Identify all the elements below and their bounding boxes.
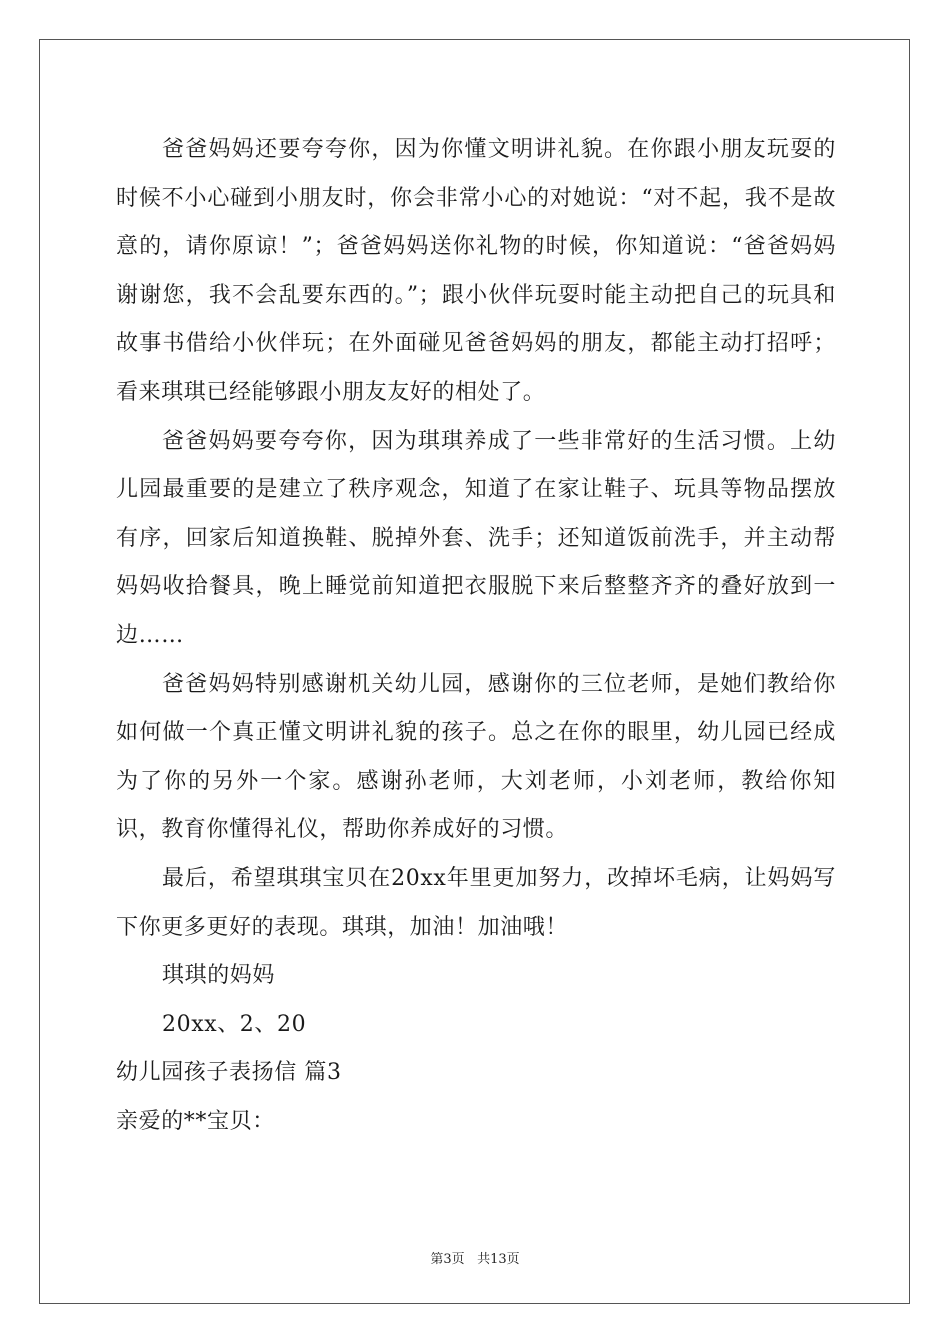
greeting: 亲爱的**宝贝： — [116, 1108, 275, 1134]
page-total: 共13页 — [477, 1252, 520, 1267]
paragraph-praise-manners: 爸爸妈妈还要夸夸你，因为你懂文明讲礼貌。在你跟小朋友玩耍的时候不小心碰到小朋友时，你会非常小心的对她说：“对不起，我不是故意的，请你原谅！”；爸爸妈妈送你礼物的时候，你知道说：“爸爸妈妈谢谢您，我不会乱要东西的。”；跟小伙伴玩耍时能主动把自己的玩具和故事书借给小伙伴玩；在外面碰见爸爸妈妈的朋友，都能主动打招呼；看来琪琪已经能够跟小朋友友好的相处了。 — [116, 137, 836, 405]
paragraph-thanks-kindergarten: 爸爸妈妈特别感谢机关幼儿园，感谢你的三位老师，是她们教给你如何做一个真正懂文明讲礼貌的孩子。总之在你的眼里，幼儿园已经成为了你的另外一个家。感谢孙老师，大刘老师，小刘老师，教给你知识，教育你懂得礼仪，帮助你养成好的习惯。 — [116, 671, 836, 843]
page-footer — [0, 1248, 950, 1267]
letter-date: 20xx、2、20 — [162, 1011, 307, 1037]
page-number: 第3页 — [430, 1252, 465, 1267]
section-title: 幼儿园孩子表扬信 篇3 — [116, 1060, 342, 1086]
document-body — [116, 126, 836, 1146]
paragraph-praise-habits: 爸爸妈妈要夸夸你，因为琪琪养成了一些非常好的生活习惯。上幼儿园最重要的是建立了秩序观念，知道了在家让鞋子、玩具等物品摆放有序，回家后知道换鞋、脱掉外套、洗手；还知道饭前洗手，并主动帮妈妈收拾餐具，晚上睡觉前知道把衣服脱下来后整整齐齐的叠好放到一边…… — [116, 428, 836, 648]
signature: 琪琪的妈妈 — [162, 963, 276, 989]
paragraph-closing-wish: 最后，希望琪琪宝贝在20xx年里更加努力，改掉坏毛病，让妈妈写下你更多更好的表现。琪琪，加油！加油哦！ — [116, 865, 836, 940]
